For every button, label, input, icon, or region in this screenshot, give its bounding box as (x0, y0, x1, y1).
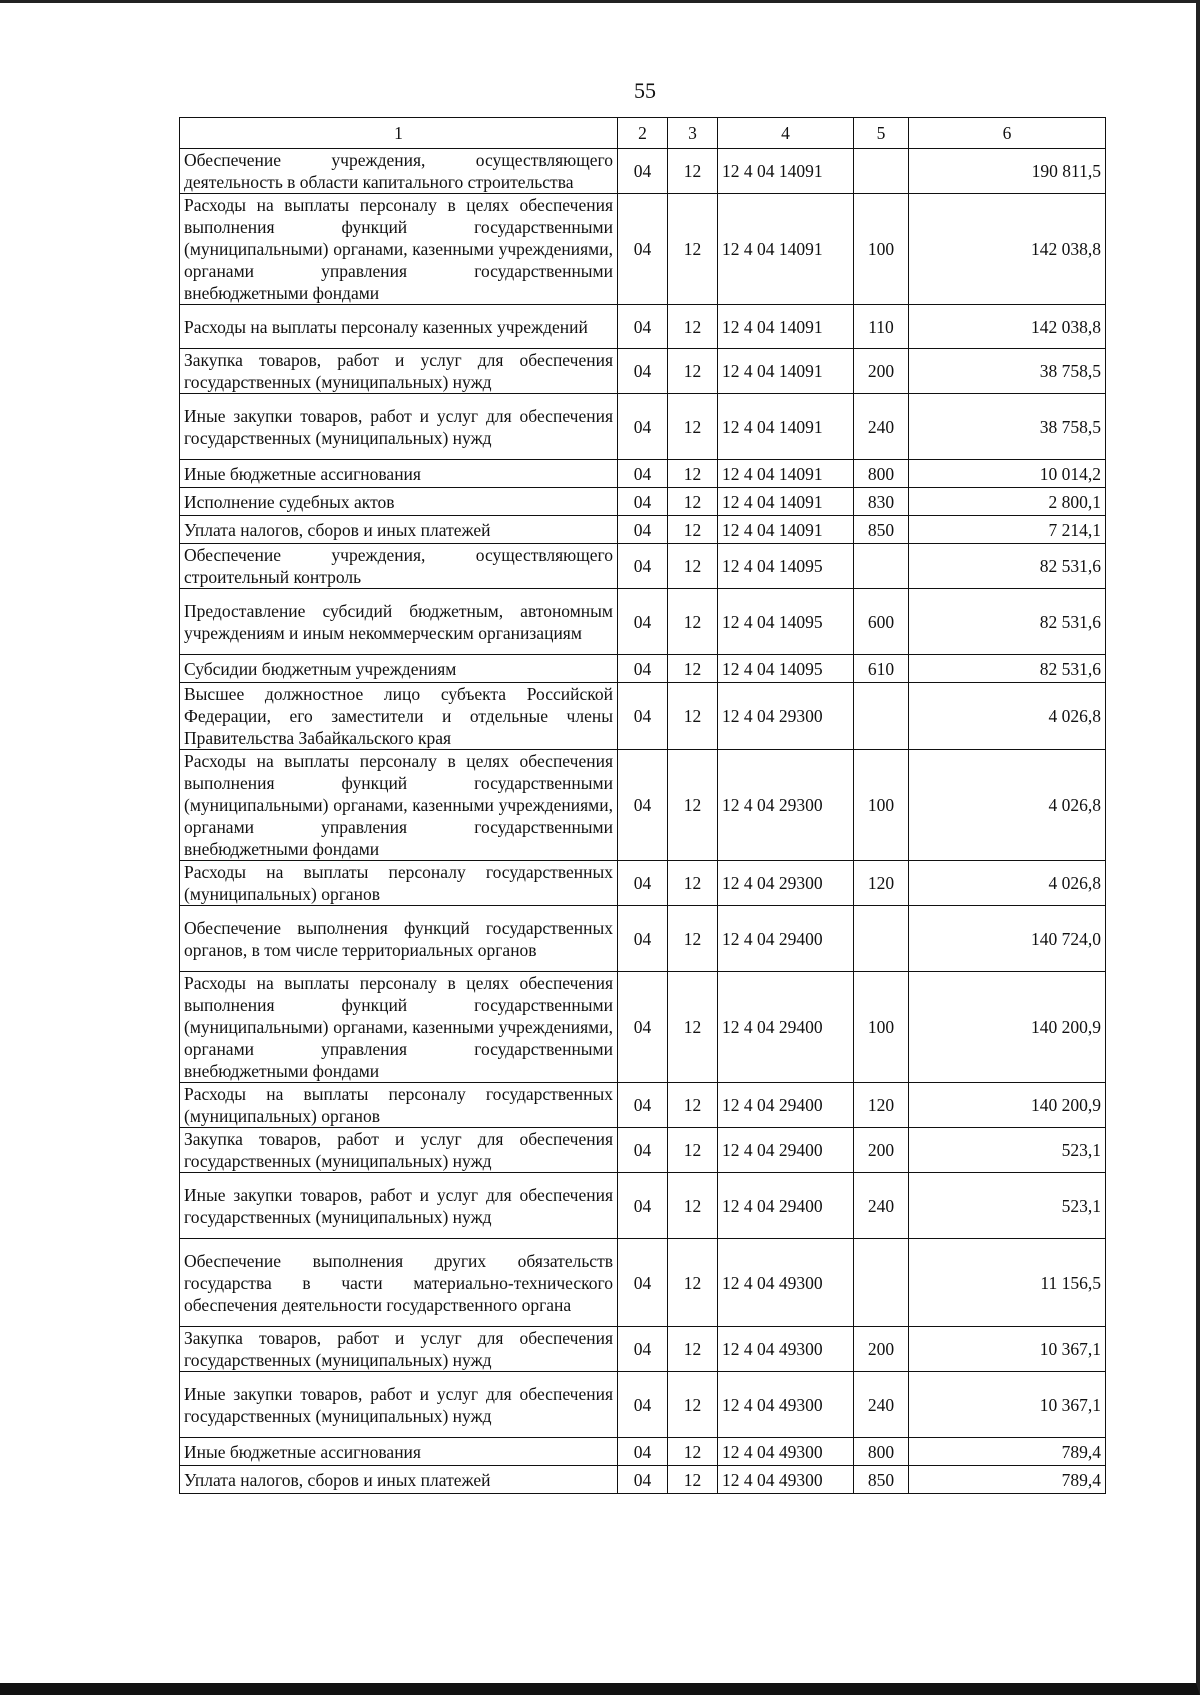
amount: 523,1 (909, 1128, 1106, 1173)
section-code: 04 (618, 972, 668, 1083)
subsection-code: 12 (668, 349, 718, 394)
section-code: 04 (618, 906, 668, 972)
table-row (180, 1239, 1106, 1327)
expense-type-code: 240 (854, 1372, 909, 1438)
subsection-code: 12 (668, 460, 718, 488)
section-code: 04 (618, 655, 668, 683)
expense-type-code: 600 (854, 589, 909, 655)
target-article-code: 12 4 04 29400 (718, 1173, 854, 1239)
amount: 10 367,1 (909, 1372, 1106, 1438)
subsection-code: 12 (668, 861, 718, 906)
expense-type-code: 120 (854, 1083, 909, 1128)
table-row (180, 1128, 1106, 1173)
amount: 82 531,6 (909, 655, 1106, 683)
item-name: Иные закупки товаров, работ и услуг для обеспечения государственных (муниципальных) нужд (180, 1372, 618, 1438)
subsection-code: 12 (668, 1239, 718, 1327)
section-code: 04 (618, 488, 668, 516)
table-row (180, 516, 1106, 544)
subsection-code: 12 (668, 516, 718, 544)
subsection-code: 12 (668, 655, 718, 683)
col-header-5: 5 (854, 118, 909, 149)
expense-type-code: 240 (854, 1173, 909, 1239)
amount: 10 014,2 (909, 460, 1106, 488)
target-article-code: 12 4 04 49300 (718, 1327, 854, 1372)
item-name: Расходы на выплаты персоналу в целях обеспечения выполнения функций государственными (муниципальными) органами, казенными учреждениями, органами управления государственными внебюджетными фондами (180, 750, 618, 861)
target-article-code: 12 4 04 14095 (718, 544, 854, 589)
target-article-code: 12 4 04 29400 (718, 1083, 854, 1128)
section-code: 04 (618, 1083, 668, 1128)
section-code: 04 (618, 589, 668, 655)
target-article-code: 12 4 04 49300 (718, 1466, 854, 1494)
item-name: Обеспечение выполнения функций государственных органов, в том числе территориальных органов (180, 906, 618, 972)
expense-type-code: 850 (854, 1466, 909, 1494)
target-article-code: 12 4 04 14091 (718, 516, 854, 544)
page-number: 55 (634, 78, 656, 103)
target-article-code: 12 4 04 14091 (718, 305, 854, 349)
subsection-code: 12 (668, 1466, 718, 1494)
amount: 82 531,6 (909, 544, 1106, 589)
section-code: 04 (618, 1438, 668, 1466)
amount: 11 156,5 (909, 1239, 1106, 1327)
section-code: 04 (618, 683, 668, 750)
table-row (180, 194, 1106, 305)
section-code: 04 (618, 1327, 668, 1372)
amount: 38 758,5 (909, 349, 1106, 394)
col-header-6: 6 (909, 118, 1106, 149)
item-name: Расходы на выплаты персоналу государственных (муниципальных) органов (180, 1083, 618, 1128)
budget-table (179, 117, 1106, 1494)
col-header-4: 4 (718, 118, 854, 149)
table-row (180, 544, 1106, 589)
col-header-3: 3 (668, 118, 718, 149)
item-name: Обеспечение учреждения, осуществляющего деятельность в области капитального строительства (180, 149, 618, 194)
item-name: Закупка товаров, работ и услуг для обеспечения государственных (муниципальных) нужд (180, 1327, 618, 1372)
col-header-2: 2 (618, 118, 668, 149)
subsection-code: 12 (668, 1327, 718, 1372)
table-row (180, 750, 1106, 861)
section-code: 04 (618, 750, 668, 861)
item-name: Расходы на выплаты персоналу казенных учреждений (180, 305, 618, 349)
subsection-code: 12 (668, 1128, 718, 1173)
item-name: Расходы на выплаты персоналу в целях обеспечения выполнения функций государственными (муниципальными) органами, казенными учреждениями, органами управления государственными внебюджетными фондами (180, 972, 618, 1083)
amount: 38 758,5 (909, 394, 1106, 460)
subsection-code: 12 (668, 683, 718, 750)
expense-type-code: 100 (854, 972, 909, 1083)
subsection-code: 12 (668, 1372, 718, 1438)
item-name: Закупка товаров, работ и услуг для обеспечения государственных (муниципальных) нужд (180, 349, 618, 394)
expense-type-code (854, 683, 909, 750)
table-row (180, 488, 1106, 516)
subsection-code: 12 (668, 194, 718, 305)
expense-type-code: 800 (854, 1438, 909, 1466)
target-article-code: 12 4 04 49300 (718, 1438, 854, 1466)
subsection-code: 12 (668, 972, 718, 1083)
subsection-code: 12 (668, 149, 718, 194)
amount: 789,4 (909, 1438, 1106, 1466)
subsection-code: 12 (668, 1173, 718, 1239)
table-row (180, 861, 1106, 906)
section-code: 04 (618, 516, 668, 544)
subsection-code: 12 (668, 589, 718, 655)
subsection-code: 12 (668, 750, 718, 861)
target-article-code: 12 4 04 29300 (718, 750, 854, 861)
expense-type-code: 200 (854, 1128, 909, 1173)
amount: 142 038,8 (909, 194, 1106, 305)
section-code: 04 (618, 1372, 668, 1438)
item-name: Уплата налогов, сборов и иных платежей (180, 516, 618, 544)
table-row (180, 972, 1106, 1083)
table-row (180, 1372, 1106, 1438)
target-article-code: 12 4 04 14091 (718, 394, 854, 460)
section-code: 04 (618, 394, 668, 460)
table-row (180, 305, 1106, 349)
header-row (180, 118, 1106, 149)
target-article-code: 12 4 04 14095 (718, 655, 854, 683)
amount: 523,1 (909, 1173, 1106, 1239)
amount: 7 214,1 (909, 516, 1106, 544)
expense-type-code (854, 1239, 909, 1327)
table-row (180, 1466, 1106, 1494)
table-row (180, 349, 1106, 394)
amount: 10 367,1 (909, 1327, 1106, 1372)
table-row (180, 1083, 1106, 1128)
expense-type-code (854, 149, 909, 194)
target-article-code: 12 4 04 14095 (718, 589, 854, 655)
target-article-code: 12 4 04 14091 (718, 460, 854, 488)
section-code: 04 (618, 1173, 668, 1239)
amount: 789,4 (909, 1466, 1106, 1494)
expense-type-code: 800 (854, 460, 909, 488)
section-code: 04 (618, 305, 668, 349)
target-article-code: 12 4 04 49300 (718, 1239, 854, 1327)
item-name: Предоставление субсидий бюджетным, автономным учреждениям и иным некоммерческим организациям (180, 589, 618, 655)
table-body (180, 149, 1106, 1494)
amount: 2 800,1 (909, 488, 1106, 516)
section-code: 04 (618, 1466, 668, 1494)
expense-type-code: 120 (854, 861, 909, 906)
item-name: Обеспечение учреждения, осуществляющего строительный контроль (180, 544, 618, 589)
target-article-code: 12 4 04 29300 (718, 861, 854, 906)
subsection-code: 12 (668, 305, 718, 349)
amount: 140 200,9 (909, 972, 1106, 1083)
subsection-code: 12 (668, 488, 718, 516)
expense-type-code: 830 (854, 488, 909, 516)
section-code: 04 (618, 460, 668, 488)
target-article-code: 12 4 04 29300 (718, 683, 854, 750)
target-article-code: 12 4 04 14091 (718, 149, 854, 194)
section-code: 04 (618, 544, 668, 589)
table-row (180, 589, 1106, 655)
amount: 82 531,6 (909, 589, 1106, 655)
subsection-code: 12 (668, 544, 718, 589)
table-row (180, 1438, 1106, 1466)
expense-type-code: 610 (854, 655, 909, 683)
table-row (180, 683, 1106, 750)
amount: 190 811,5 (909, 149, 1106, 194)
item-name: Исполнение судебных актов (180, 488, 618, 516)
target-article-code: 12 4 04 14091 (718, 194, 854, 305)
subsection-code: 12 (668, 1438, 718, 1466)
item-name: Субсидии бюджетным учреждениям (180, 655, 618, 683)
expense-type-code: 240 (854, 394, 909, 460)
target-article-code: 12 4 04 14091 (718, 349, 854, 394)
section-code: 04 (618, 194, 668, 305)
expense-type-code: 100 (854, 194, 909, 305)
expense-type-code: 200 (854, 349, 909, 394)
target-article-code: 12 4 04 29400 (718, 906, 854, 972)
item-name: Иные бюджетные ассигнования (180, 460, 618, 488)
item-name: Иные бюджетные ассигнования (180, 1438, 618, 1466)
subsection-code: 12 (668, 394, 718, 460)
section-code: 04 (618, 349, 668, 394)
table-row (180, 394, 1106, 460)
item-name: Расходы на выплаты персоналу государственных (муниципальных) органов (180, 861, 618, 906)
table-row (180, 906, 1106, 972)
item-name: Иные закупки товаров, работ и услуг для обеспечения государственных (муниципальных) нужд (180, 1173, 618, 1239)
expense-type-code: 100 (854, 750, 909, 861)
expense-type-code: 850 (854, 516, 909, 544)
expense-type-code: 200 (854, 1327, 909, 1372)
item-name: Расходы на выплаты персоналу в целях обеспечения выполнения функций государственными (муниципальными) органами, казенными учреждениями, органами управления государственными внебюджетными фондами (180, 194, 618, 305)
amount: 140 200,9 (909, 1083, 1106, 1128)
expense-type-code: 110 (854, 305, 909, 349)
section-code: 04 (618, 1128, 668, 1173)
table-row (180, 1173, 1106, 1239)
expense-type-code (854, 906, 909, 972)
section-code: 04 (618, 861, 668, 906)
section-code: 04 (618, 1239, 668, 1327)
col-header-1: 1 (180, 118, 618, 149)
amount: 142 038,8 (909, 305, 1106, 349)
target-article-code: 12 4 04 29400 (718, 972, 854, 1083)
item-name: Уплата налогов, сборов и иных платежей (180, 1466, 618, 1494)
item-name: Иные закупки товаров, работ и услуг для обеспечения государственных (муниципальных) нужд (180, 394, 618, 460)
subsection-code: 12 (668, 1083, 718, 1128)
amount: 4 026,8 (909, 683, 1106, 750)
item-name: Закупка товаров, работ и услуг для обеспечения государственных (муниципальных) нужд (180, 1128, 618, 1173)
target-article-code: 12 4 04 29400 (718, 1128, 854, 1173)
target-article-code: 12 4 04 14091 (718, 488, 854, 516)
table-row (180, 1327, 1106, 1372)
item-name: Обеспечение выполнения других обязательств государства в части материально-технического обеспечения деятельности государственного органа (180, 1239, 618, 1327)
section-code: 04 (618, 149, 668, 194)
amount: 4 026,8 (909, 861, 1106, 906)
expense-type-code (854, 544, 909, 589)
target-article-code: 12 4 04 49300 (718, 1372, 854, 1438)
item-name: Высшее должностное лицо субъекта Российской Федерации, его заместители и отдельные члены Правительства Забайкальского края (180, 683, 618, 750)
table-row (180, 655, 1106, 683)
table-row (180, 460, 1106, 488)
subsection-code: 12 (668, 906, 718, 972)
table-row (180, 149, 1106, 194)
amount: 4 026,8 (909, 750, 1106, 861)
amount: 140 724,0 (909, 906, 1106, 972)
